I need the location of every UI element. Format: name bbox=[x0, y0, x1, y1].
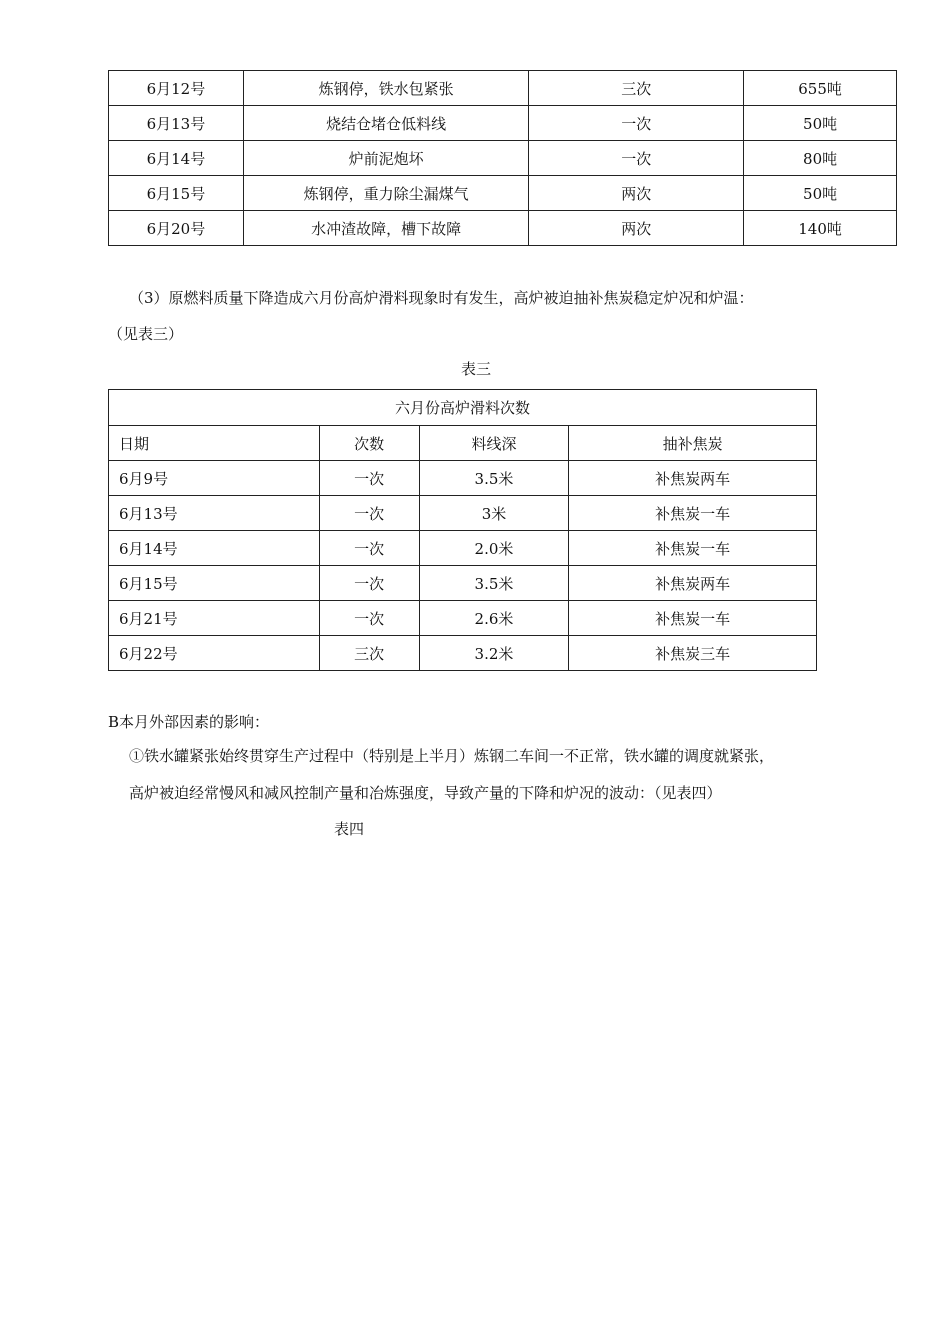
production-loss-table bbox=[108, 70, 897, 246]
table-row bbox=[109, 636, 817, 671]
header-coke: 抽补焦炭 bbox=[569, 426, 817, 461]
date-cell: 6月15号 bbox=[109, 566, 320, 601]
header-times: 次数 bbox=[319, 426, 419, 461]
reason-cell: 烧结仓堵仓低料线 bbox=[243, 106, 529, 141]
table-row bbox=[109, 141, 897, 176]
times-cell: 一次 bbox=[319, 601, 419, 636]
times-cell: 一次 bbox=[319, 531, 419, 566]
section-b-heading: B本月外部因素的影响： bbox=[108, 713, 270, 731]
coke-cell: 补焦炭两车 bbox=[569, 461, 817, 496]
table-row bbox=[109, 566, 817, 601]
depth-cell: 2.0米 bbox=[419, 531, 569, 566]
times-cell: 一次 bbox=[529, 106, 744, 141]
coke-cell: 补焦炭两车 bbox=[569, 566, 817, 601]
times-cell: 三次 bbox=[529, 71, 744, 106]
date-cell: 6月9号 bbox=[109, 461, 320, 496]
paragraph-3-line-1: （3）原燃料质量下降造成六月份高炉滑料现象时有发生，高炉被迫抽补焦炭稳定炉况和炉温： bbox=[129, 289, 754, 307]
section-b-line-2: 高炉被迫经常慢风和减风控制产量和冶炼强度，导致产量的下降和炉况的波动：（见表四） bbox=[129, 784, 722, 802]
times-cell: 两次 bbox=[529, 176, 744, 211]
table-header-row bbox=[109, 426, 817, 461]
times-cell: 一次 bbox=[319, 566, 419, 601]
coke-cell: 补焦炭三车 bbox=[569, 636, 817, 671]
date-cell: 6月14号 bbox=[109, 141, 244, 176]
times-cell: 一次 bbox=[529, 141, 744, 176]
table-title-row bbox=[109, 390, 817, 426]
date-cell: 6月21号 bbox=[109, 601, 320, 636]
section-b-line-1: ①铁水罐紧张始终贯穿生产过程中（特别是上半月）炼钢二车间一不正常，铁水罐的调度就紧张， bbox=[129, 747, 775, 765]
table-row bbox=[109, 601, 817, 636]
reason-cell: 炼钢停，重力除尘漏煤气 bbox=[243, 176, 529, 211]
table-row bbox=[109, 461, 817, 496]
reason-cell: 炼钢停，铁水包紧张 bbox=[243, 71, 529, 106]
paragraph-3-line-2: （见表三） bbox=[108, 325, 184, 343]
depth-cell: 3.5米 bbox=[419, 566, 569, 601]
times-cell: 两次 bbox=[529, 211, 744, 246]
date-cell: 6月12号 bbox=[109, 71, 244, 106]
reason-cell: 水冲渣故障，槽下故障 bbox=[243, 211, 529, 246]
date-cell: 6月22号 bbox=[109, 636, 320, 671]
date-cell: 6月14号 bbox=[109, 531, 320, 566]
table-row bbox=[109, 496, 817, 531]
table-row bbox=[109, 106, 897, 141]
times-cell: 一次 bbox=[319, 496, 419, 531]
depth-cell: 3米 bbox=[419, 496, 569, 531]
depth-cell: 3.5米 bbox=[419, 461, 569, 496]
date-cell: 6月13号 bbox=[109, 106, 244, 141]
table3-title: 六月份高炉滑料次数 bbox=[109, 390, 817, 426]
table-row bbox=[109, 176, 897, 211]
furnace-slip-table bbox=[108, 389, 817, 671]
header-date: 日期 bbox=[109, 426, 320, 461]
date-cell: 6月20号 bbox=[109, 211, 244, 246]
coke-cell: 补焦炭一车 bbox=[569, 531, 817, 566]
reason-cell: 炉前泥炮坏 bbox=[243, 141, 529, 176]
table3-caption: 表三 bbox=[461, 360, 492, 378]
table-row bbox=[109, 71, 897, 106]
table4-caption: 表四 bbox=[334, 820, 365, 838]
times-cell: 一次 bbox=[319, 461, 419, 496]
amount-cell: 655吨 bbox=[744, 71, 897, 106]
coke-cell: 补焦炭一车 bbox=[569, 601, 817, 636]
amount-cell: 50吨 bbox=[744, 106, 897, 141]
table-row bbox=[109, 531, 817, 566]
amount-cell: 50吨 bbox=[744, 176, 897, 211]
table-row bbox=[109, 211, 897, 246]
amount-cell: 140吨 bbox=[744, 211, 897, 246]
depth-cell: 2.6米 bbox=[419, 601, 569, 636]
depth-cell: 3.2米 bbox=[419, 636, 569, 671]
header-depth: 料线深 bbox=[419, 426, 569, 461]
date-cell: 6月13号 bbox=[109, 496, 320, 531]
coke-cell: 补焦炭一车 bbox=[569, 496, 817, 531]
date-cell: 6月15号 bbox=[109, 176, 244, 211]
times-cell: 三次 bbox=[319, 636, 419, 671]
amount-cell: 80吨 bbox=[744, 141, 897, 176]
